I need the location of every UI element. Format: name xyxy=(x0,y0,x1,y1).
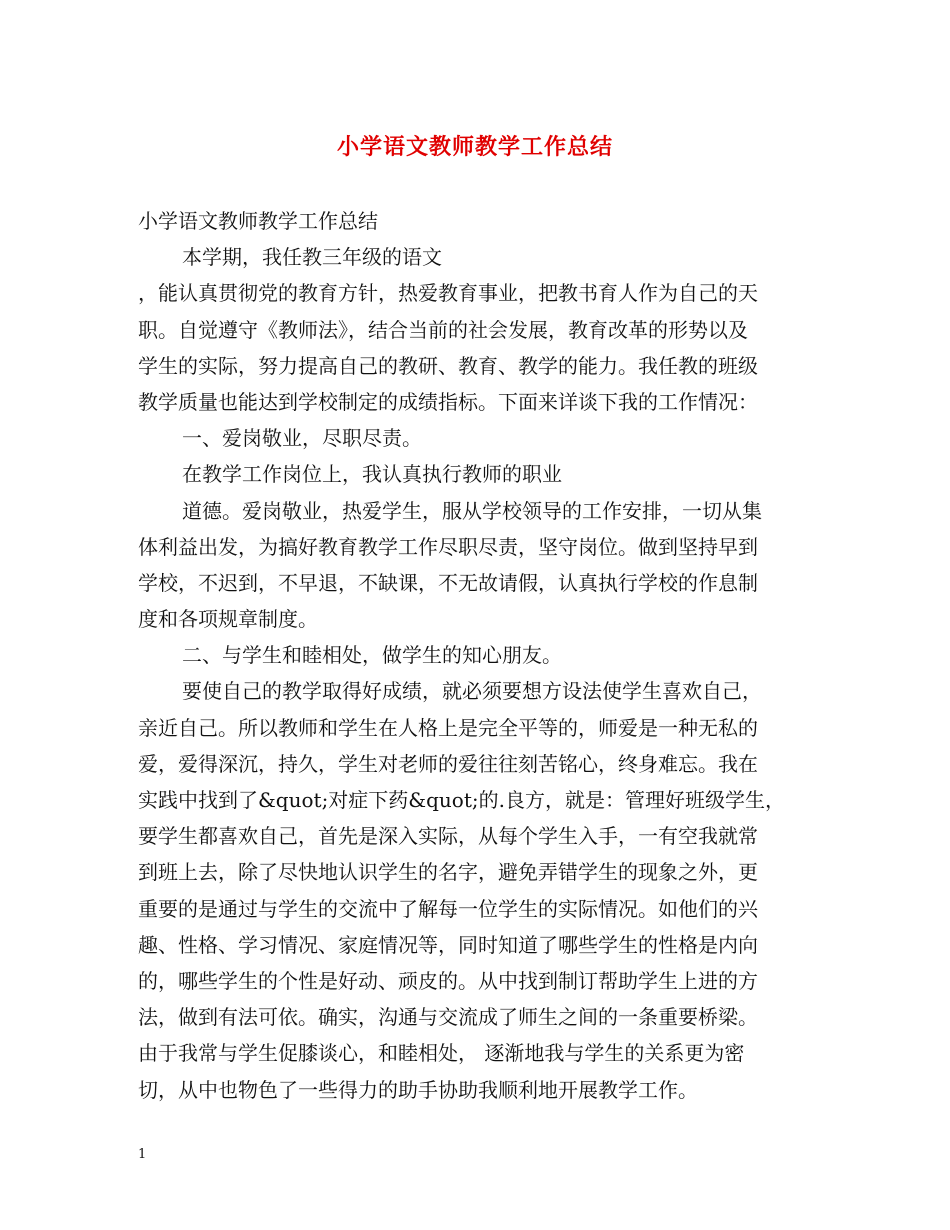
text-line: 爱，爱得深沉，持久，学生对老师的爱往往刻苦铭心，终身难忘。我在 xyxy=(138,751,758,776)
text-line: 本学期，我任教三年级的语文 xyxy=(182,245,442,270)
text-line: 小学语文教师教学工作总结 xyxy=(138,209,378,233)
text-line: 到班上去，除了尽快地认识学生的名字，避免弄错学生的现象之外，更 xyxy=(138,860,758,885)
text-line: 体利益出发，为搞好教育教学工作尽职尽责，坚守岗位。做到坚持早到 xyxy=(138,534,758,559)
text-line: 度和各项规章制度。 xyxy=(138,607,318,632)
text-line: ，能认真贯彻党的教育方针，热爱教育事业，把教书育人作为自己的天 xyxy=(138,281,758,306)
page-number: 1 xyxy=(138,1147,147,1162)
text-line: 要学生都喜欢自己，首先是深入实际，从每个学生入手，一有空我就常 xyxy=(138,824,758,849)
text-line: 二、与学生和睦相处，做学生的知心朋友。 xyxy=(182,643,562,668)
text-line: 亲近自己。所以教师和学生在人格上是完全平等的，师爱是一种无私的 xyxy=(138,715,758,740)
document-body xyxy=(138,203,818,1108)
document-title: 小学语文教师教学工作总结 xyxy=(336,134,613,160)
text-line: 的，哪些学生的个性是好动、顽皮的。从中找到制订帮助学生上进的方 xyxy=(138,968,758,993)
text-line: 学校，不迟到，不早退，不缺课，不无故请假，认真执行学校的作息制 xyxy=(138,570,758,595)
text-line: 切，从中也物色了一些得力的助手协助我顺利地开展教学工作。 xyxy=(138,1077,698,1102)
text-line: 法，做到有法可依。确实，沟通与交流成了师生之间的一条重要桥梁。 xyxy=(138,1005,758,1030)
text-line: 趣、性格、学习情况、家庭情况等，同时知道了哪些学生的性格是内向 xyxy=(138,932,758,957)
text-line: 要使自己的教学取得好成绩，就必须要想方设法使学生喜欢自己， xyxy=(182,679,762,704)
text-line: 重要的是通过与学生的交流中了解每一位学生的实际情况。如他们的兴 xyxy=(138,896,758,921)
text-line: 职。自觉遵守《教师法》，结合当前的社会发展，教育改革的形势以及 xyxy=(138,317,748,342)
text-line: 教学质量也能达到学校制定的成绩指标。下面来详谈下我的工作情况： xyxy=(138,389,758,414)
text-line: 一、爱岗敬业，尽职尽责。 xyxy=(182,426,422,451)
text-line: 学生的实际，努力提高自己的教研、教育、教学的能力。我任教的班级 xyxy=(138,353,758,378)
text-line: 由于我常与学生促膝谈心，和睦相处， 逐渐地我与学生的关系更为密 xyxy=(138,1041,745,1066)
text-line: 道德。爱岗敬业，热爱学生，服从学校领导的工作安排，一切从集 xyxy=(182,498,762,523)
text-line: 在教学工作岗位上，我认真执行教师的职业 xyxy=(182,462,562,487)
text-line: 实践中找到了&quot;对症下药&quot;的.良方，就是：管理好班级学生， xyxy=(138,788,785,812)
